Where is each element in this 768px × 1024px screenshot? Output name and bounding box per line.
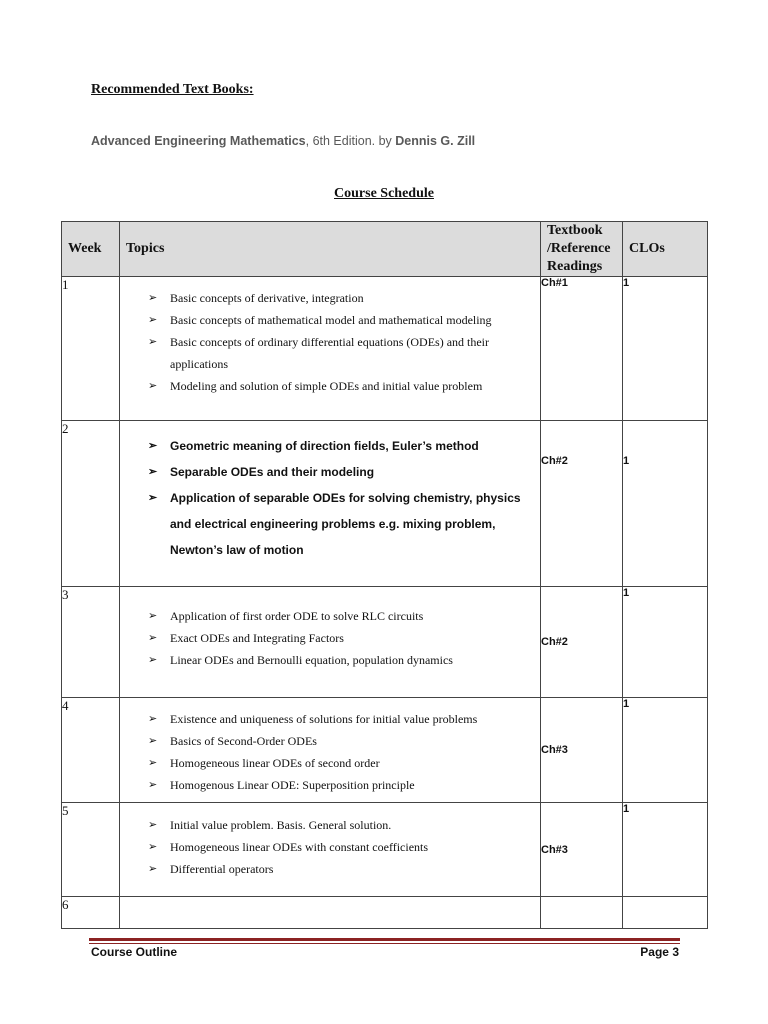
table-row [62,277,708,421]
arrow-bullet-icon: ➢ [148,654,158,666]
header-clos: CLOs [623,222,708,277]
list-item: ➢ Application of first order ODE to solve RLC circuits [148,605,536,627]
table-row [62,698,708,803]
reference-cell: Ch#2 [541,587,623,698]
footer-page-number: Page 3 [640,945,679,959]
course-schedule-title: Course Schedule [334,186,434,201]
list-item: ➢ Basic concepts of derivative, integration [148,287,536,309]
book-title: Advanced Engineering Mathematics [91,134,306,148]
book-author: Dennis G. Zill [395,134,476,148]
clo-cell: 1 [623,587,708,698]
topics-cell [120,587,541,698]
clo-cell [623,897,708,929]
book-edition: , 6th Edition. by [305,134,396,148]
footer-divider-thick [89,938,680,941]
course-schedule-table [61,221,708,929]
header-topics: Topics [120,222,541,277]
list-item: ➢ Differential operators [148,858,536,880]
arrow-bullet-icon: ➢ [148,841,158,853]
list-item: ➢ Homogeneous linear ODEs with constant coefficients [148,836,536,858]
topics-cell [120,803,541,897]
week-cell: 3 [62,587,120,698]
arrow-bullet-icon: ➢ [148,863,158,875]
reference-cell: Ch#1 [541,277,623,421]
reference-cell: Ch#2 [541,421,623,587]
list-item: ➢ Homogeneous linear ODEs of second order [148,752,536,774]
topics-cell [120,277,541,421]
clo-cell: 1 [623,803,708,897]
reference-cell: Ch#3 [541,698,623,803]
arrow-bullet-icon: ➢ [148,336,158,348]
list-item: ➢ Geometric meaning of direction fields, Euler’s method [148,433,536,459]
textbook-citation [91,134,475,148]
topics-cell [120,897,541,929]
arrow-bullet-icon: ➢ [148,757,158,769]
topics-cell [120,698,541,803]
arrow-bullet-icon: ➢ [148,779,158,791]
recommended-books-heading: Recommended Text Books: [91,82,254,97]
footer-course-outline: Course Outline [91,945,178,959]
arrow-bullet-icon: ➢ [148,466,158,478]
arrow-bullet-icon: ➢ [148,610,158,622]
week-cell: 1 [62,277,120,421]
list-item: ➢ Basic concepts of ordinary differential equations (ODEs) and their applications [148,331,536,375]
week-cell: 6 [62,897,120,929]
topics-list [120,708,540,796]
arrow-bullet-icon: ➢ [148,735,158,747]
list-item: ➢ Application of separable ODEs for solving chemistry, physics and electrical engineering problems e.g. mixing problem, Newton’s law of motion [148,485,536,563]
arrow-bullet-icon: ➢ [148,819,158,831]
table-row [62,421,708,587]
arrow-bullet-icon: ➢ [148,713,158,725]
list-item: ➢ Modeling and solution of simple ODEs and initial value problem [148,375,536,397]
list-item: ➢ Exact ODEs and Integrating Factors [148,627,536,649]
arrow-bullet-icon: ➢ [148,292,158,304]
header-readings: Textbook /Reference Readings [541,222,623,277]
list-item: ➢ Basic concepts of mathematical model and mathematical modeling [148,309,536,331]
topics-list [120,814,540,880]
footer-divider-thin [89,943,680,944]
table-header-row [62,222,708,277]
list-item: ➢ Linear ODEs and Bernoulli equation, population dynamics [148,649,536,671]
arrow-bullet-icon: ➢ [148,380,158,392]
clo-cell: 1 [623,698,708,803]
reference-cell: Ch#3 [541,803,623,897]
arrow-bullet-icon: ➢ [148,440,158,452]
arrow-bullet-icon: ➢ [148,314,158,326]
list-item: ➢ Separable ODEs and their modeling [148,459,536,485]
arrow-bullet-icon: ➢ [148,492,158,504]
week-cell: 5 [62,803,120,897]
table-row [62,803,708,897]
list-item: ➢ Existence and uniqueness of solutions for initial value problems [148,708,536,730]
table-row [62,587,708,698]
reference-cell [541,897,623,929]
header-week: Week [62,222,120,277]
week-cell: 2 [62,421,120,587]
table-row [62,897,708,929]
list-item: ➢ Homogenous Linear ODE: Superposition principle [148,774,536,796]
clo-cell: 1 [623,277,708,421]
topics-list [120,433,540,563]
clo-cell: 1 [623,421,708,587]
arrow-bullet-icon: ➢ [148,632,158,644]
topics-list [120,605,540,671]
topics-cell [120,421,541,587]
topics-list [120,287,540,397]
week-cell: 4 [62,698,120,803]
list-item: ➢ Basics of Second-Order ODEs [148,730,536,752]
list-item: ➢ Initial value problem. Basis. General solution. [148,814,536,836]
